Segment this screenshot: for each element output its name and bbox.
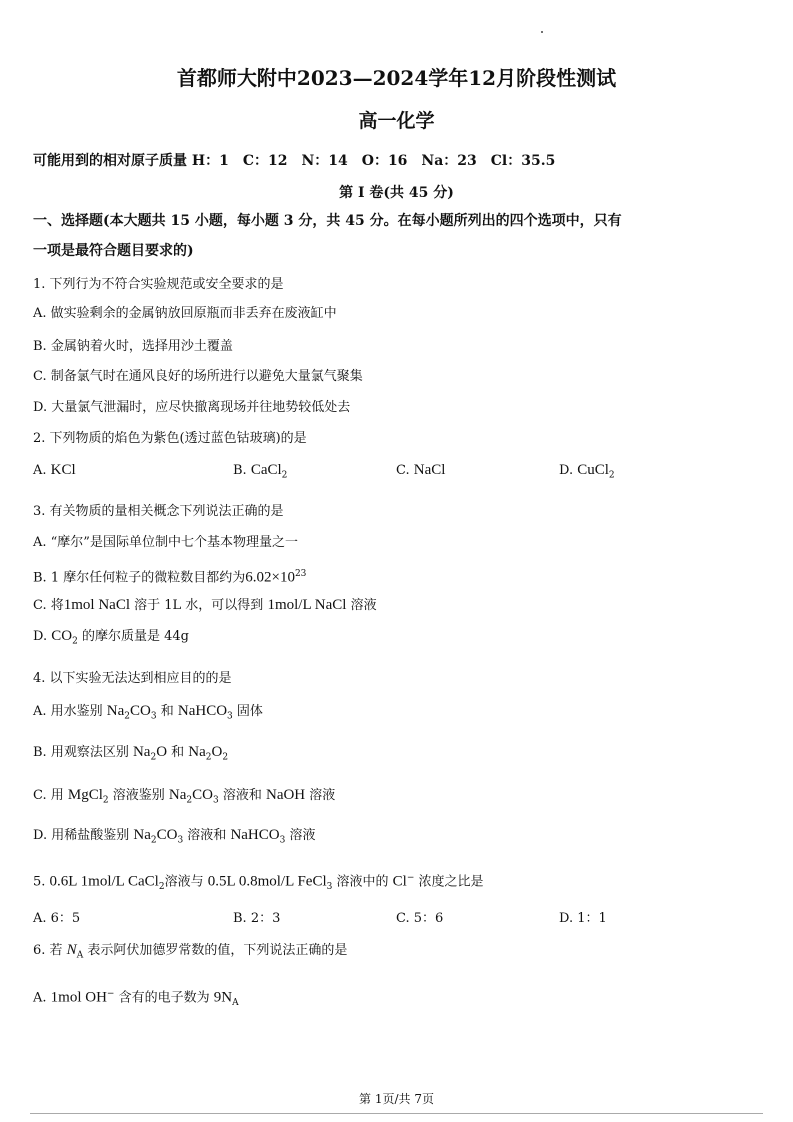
question-4-stem: 4. 以下实验无法达到相应目的的是 — [33, 671, 232, 686]
question-2-option-a: A. KCl — [33, 462, 76, 478]
question-5-option-b: B. 2：3 — [233, 911, 281, 926]
atomic-masses: 可能用到的相对原子质量 H：1 C：12 N：14 O：16 Na：23 Cl：35.5 — [33, 153, 556, 169]
question-2-option-d: D. CuCl$_2$ — [559, 462, 615, 481]
question-1-option-b: B. 金属钠着火时，选择用沙土覆盖 — [33, 339, 233, 354]
question-2-stem: 2. 下列物质的焰色为紫色(透过蓝色钴玻璃)的是 — [33, 431, 307, 446]
scan-dot — [541, 31, 543, 33]
question-3-option-d: D. $CO_2$ 的摩尔质量是 44g — [33, 628, 189, 647]
question-4-option-d: D. 用稀盐酸鉴别 $Na_2CO_3$ 溶液和 NaHCO$_3$ 溶液 — [33, 827, 316, 846]
subject-title: 高一化学 — [358, 110, 435, 132]
question-3-stem: 3. 有关物质的量相关概念下列说法正确的是 — [33, 504, 284, 519]
question-3-option-b: B. 1 摩尔任何粒子的微粒数目都约为$6.02\times 10^{23}$ — [33, 569, 307, 586]
question-6-stem: 6. 若 $N_A$ 表示阿伏加德罗常数的值，下列说法正确的是 — [33, 942, 348, 961]
section-instructions-line2: 一项是最符合题目要求的) — [33, 243, 194, 259]
question-1-option-c: C. 制备氯气时在通风良好的场所进行以避免大量氯气聚集 — [33, 369, 363, 384]
question-6-option-a: A. 1mol OH− 含有的电子数为 $9N_A$ — [33, 989, 239, 1008]
question-1-stem: 1. 下列行为不符合实验规范或安全要求的是 — [33, 277, 284, 292]
question-5-stem: 5. 0.6L 1mol/L CaCl$_2$溶液与 0.5L 0.8mol/L FeCl$_3$ 溶液中的 Cl− 浓度之比是 — [33, 873, 484, 892]
question-5-option-a: A. 6：5 — [33, 911, 81, 926]
question-4-option-a: A. 用水鉴别 $Na_2CO_3$ 和 NaHCO$_3$ 固体 — [33, 703, 263, 722]
question-1-option-d: D. 大量氯气泄漏时，应尽快撤离现场并往地势较低处去 — [33, 400, 351, 415]
volume-heading: 第 I 卷(共 45 分) — [339, 185, 454, 201]
question-4-option-c: C. 用 MgCl$_2$ 溶液鉴别 $Na_2CO_3$ 溶液和 NaOH 溶液 — [33, 787, 336, 806]
footer-divider — [30, 1113, 763, 1114]
question-3-option-a: A. “摩尔”是国际单位制中七个基本物理量之一 — [33, 535, 298, 550]
question-1-option-a: A. 做实验剩余的金属钠放回原瓶而非丢弃在废液缸中 — [33, 306, 337, 321]
question-5-option-c: C. 5：6 — [396, 911, 444, 926]
question-4-option-b: B. 用观察法区别 $Na_2O$ 和 $Na_2O_2$ — [33, 744, 229, 763]
question-5-option-d: D. 1：1 — [559, 911, 607, 926]
question-2-option-c: C. NaCl — [396, 462, 446, 478]
page-footer: 第 1页/共 7页 — [359, 1092, 434, 1106]
question-3-option-c: C. 将1mol NaCl 溶于 1L 水，可以得到 1mol/L NaCl 溶液 — [33, 597, 377, 613]
section-instructions-line1: 一、选择题(本大题共 15 小题，每小题 3 分，共 45 分。在每小题所列出的四个选项中，只有 — [33, 213, 622, 229]
exam-title: 首都师大附中2023—2024学年12月阶段性测试 — [176, 66, 617, 90]
question-2-option-b: B. CaCl$_2$ — [233, 462, 288, 481]
